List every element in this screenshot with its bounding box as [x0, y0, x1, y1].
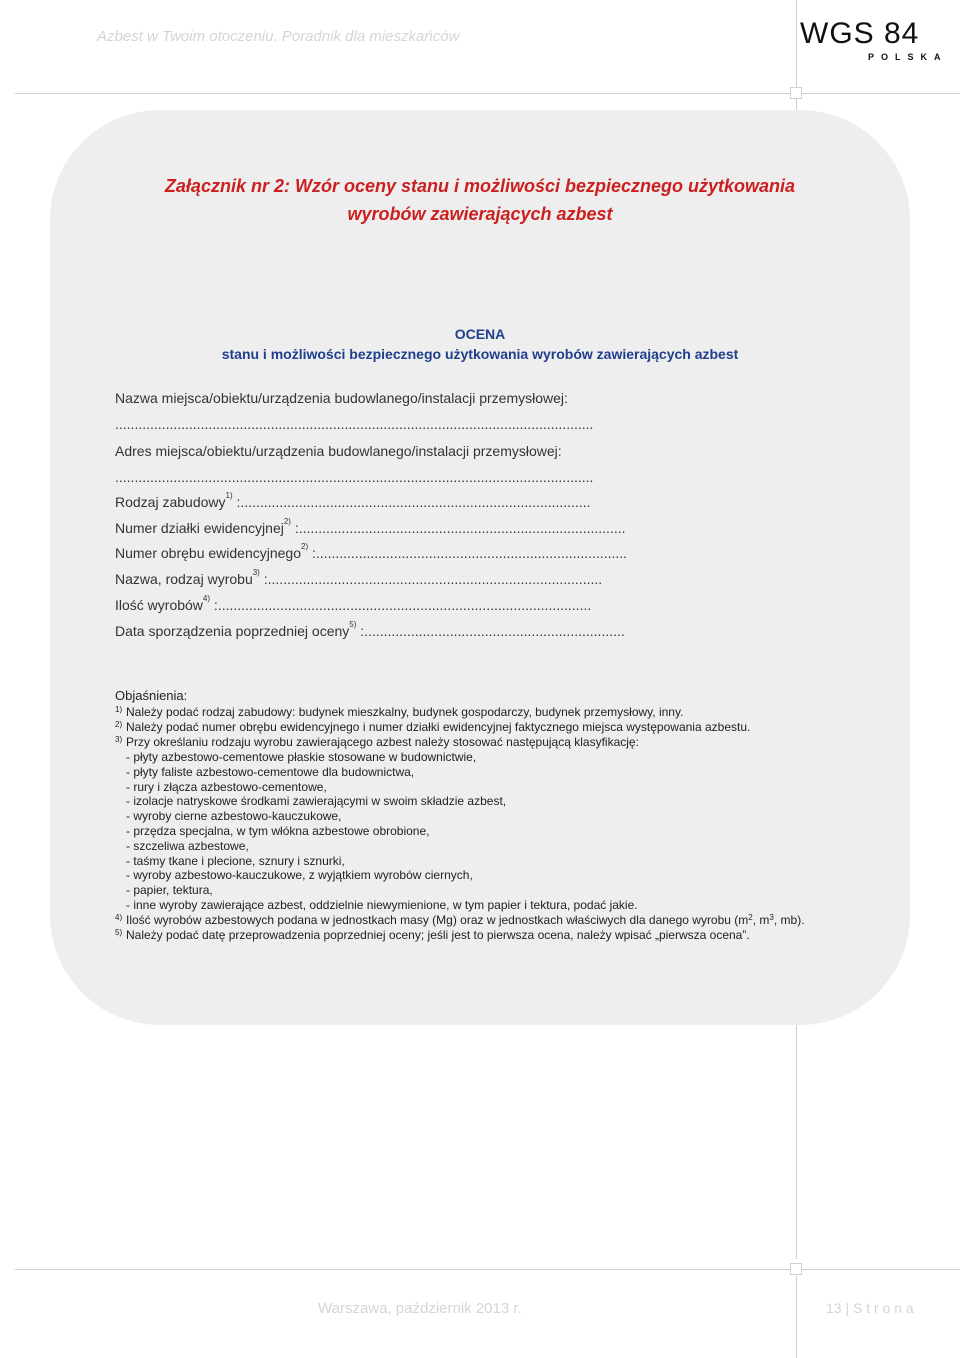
frame-corner-square-bottom	[790, 1263, 802, 1275]
field-precinct-number	[115, 542, 628, 561]
document-header-title: Azbest w Twoim otoczeniu. Poradnik dla mieszkańców	[97, 28, 460, 45]
note-2-number: 2)	[115, 720, 123, 729]
logo-sub-text: POLSKA	[868, 52, 948, 62]
footnote-ref: 1)	[225, 491, 233, 500]
footnote-ref: 2)	[283, 517, 291, 526]
field-building-type	[115, 491, 591, 510]
note-4	[115, 913, 875, 928]
list-item: - papier, tektura,	[126, 883, 213, 898]
page-number: 13	[826, 1300, 842, 1316]
note-4-text-part: , mb).	[773, 912, 805, 927]
note-3-number: 3)	[115, 735, 123, 744]
list-item: - płyty azbestowo-cementowe płaskie stosowane w budownictwie,	[126, 750, 477, 764]
field-object-address-label: Adres miejsca/obiektu/urządzenia budowlanego/instalacji przemysłowej:	[115, 443, 562, 459]
field-product-quantity-dots: :................................................................................................	[210, 597, 592, 613]
attachment-title-line-2: wyrobów zawierających azbest	[347, 204, 613, 224]
list-item: - izolacje natryskowe środkami zawierającymi w swoim składzie azbest,	[126, 794, 507, 809]
footnote-ref: 3)	[252, 568, 260, 577]
frame-line-bottom-vertical	[796, 1276, 797, 1358]
field-product-type-dots: :......................................................................................	[259, 571, 603, 587]
note-2-text: Należy podać numer obrębu ewidencyjnego i numer działki ewidencyjnej faktycznego miejsca występowania azbestu.	[126, 720, 751, 734]
footer-city-date: Warszawa, październik 2013 r.	[318, 1300, 522, 1317]
footnote-ref: 5)	[349, 620, 357, 629]
frame-line-bottom-right	[802, 1269, 960, 1270]
list-item: - inne wyroby zawierające azbest, oddzielnie niewymienione, w tym papier i tektura, podać jakie.	[126, 897, 638, 912]
field-precinct-number-label: Numer obrębu ewidencyjnego	[115, 545, 301, 561]
field-building-type-dots: :..........................................................................................	[232, 494, 591, 510]
note-1-number: 1)	[115, 705, 123, 714]
field-previous-assessment-date	[115, 620, 625, 639]
field-product-quantity	[115, 594, 592, 613]
list-item: - przędza specjalna, w tym włókna azbestowe obrobione,	[126, 823, 430, 838]
note-5	[115, 928, 875, 943]
note-4-superscript: 2	[748, 912, 753, 922]
field-product-quantity-label: Ilość wyrobów	[115, 597, 203, 613]
note-1	[115, 705, 875, 720]
footer-page-indicator	[826, 1300, 914, 1316]
field-product-type	[115, 568, 603, 587]
form-title: OCENA	[454, 326, 506, 342]
note-4-superscript: 3	[769, 912, 774, 922]
frame-line-top-vertical	[796, 0, 797, 88]
explanations-section	[115, 688, 875, 943]
note-4-number: 4)	[115, 912, 123, 922]
frame-line-top-left	[15, 93, 791, 94]
attachment-title-line-1: Załącznik nr 2: Wzór oceny stanu i możliwości bezpiecznego użytkowania	[164, 176, 796, 196]
list-item: - wyroby cierne azbestowo-kauczukowe,	[126, 809, 342, 824]
field-previous-assessment-date-dots: :...................................................................	[356, 623, 625, 639]
field-precinct-number-dots: :................................................................................	[308, 545, 628, 561]
field-plot-number-label: Numer działki ewidencyjnej	[115, 520, 284, 536]
form-subtitle: stanu i możliwości bezpiecznego użytkowania wyrobów zawierających azbest	[221, 346, 739, 362]
note-4-text-part: , m	[752, 912, 770, 927]
field-plot-number-dots: :....................................................................................	[290, 520, 626, 536]
note-5-text: Należy podać datę przeprowadzenia poprzedniej oceny; jeśli jest to pierwsza ocena, należy wpisać „pierwsza ocena”.	[126, 927, 750, 942]
note-2	[115, 720, 875, 735]
footnote-ref: 2)	[301, 542, 309, 551]
field-building-type-label: Rodzaj zabudowy	[115, 494, 226, 510]
field-plot-number	[115, 517, 626, 536]
list-item: - płyty faliste azbestowo-cementowe dla budownictwa,	[126, 764, 415, 779]
list-item: - rury i złącza azbestowo-cementowe,	[126, 779, 327, 794]
list-item: - taśmy tkane i plecione, sznury i sznurki,	[126, 853, 345, 868]
frame-line-top-right	[802, 93, 960, 94]
field-object-name-dots: ...........................................................................................................................	[115, 416, 594, 432]
wgs84-logo	[800, 17, 948, 66]
note-5-number: 5)	[115, 927, 123, 937]
note-4-text-part: Ilość wyrobów azbestowych podana w jednostkach masy (Mg) oraz w jednostkach właściwych dla danego wyrobu (m	[126, 912, 749, 927]
field-product-type-label: Nazwa, rodzaj wyrobu	[115, 571, 253, 587]
list-item: - szczeliwa azbestowe,	[126, 838, 249, 853]
frame-corner-square-top	[790, 87, 802, 99]
field-object-name-label: Nazwa miejsca/obiektu/urządzenia budowlanego/instalacji przemysłowej:	[115, 390, 568, 406]
field-previous-assessment-date-label: Data sporządzenia poprzedniej oceny	[115, 623, 350, 639]
list-item: - wyroby azbestowo-kauczukowe, z wyjątkiem wyrobów ciernych,	[126, 868, 473, 883]
frame-line-bottom-left	[15, 1269, 791, 1270]
note-3	[115, 735, 875, 750]
footnote-ref: 4)	[202, 594, 211, 603]
note-1-text: Należy podać rodzaj zabudowy: budynek mieszkalny, budynek gospodarczy, budynek przemysłowy, inny.	[126, 705, 684, 719]
note-4-text	[126, 913, 805, 927]
field-object-address-dots: ...........................................................................................................................	[115, 469, 594, 485]
page-label: | S t r o n a	[845, 1300, 914, 1316]
logo-main-text: WGS 84	[800, 17, 920, 50]
note-3-text: Przy określaniu rodzaju wyrobu zawierającego azbest należy stosować następującą klasyfikację:	[126, 735, 639, 749]
note-3-classification-list	[115, 750, 875, 913]
explanations-heading: Objaśnienia:	[115, 688, 188, 703]
